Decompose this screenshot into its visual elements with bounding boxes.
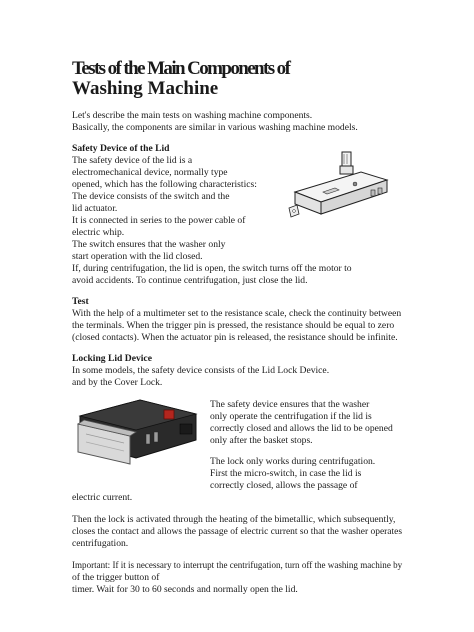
test-line: (closed contacts). When the actuator pin is released, the resistance should be infinite. <box>72 332 398 343</box>
safety-heading: Safety Device of the Lid <box>72 143 170 154</box>
locking-line: In some models, the safety device consists of the Lid Lock Device. <box>72 365 330 376</box>
safety-line: start operation with the lid closed. <box>72 251 203 262</box>
lid-safety-switch-image <box>283 148 393 223</box>
bimetal-line: centrifugation. <box>72 538 129 549</box>
locking-right-line: First the micro-switch, in case the lid is <box>210 468 362 479</box>
locking-line: electric current. <box>72 492 133 503</box>
safety-line: opened, which has the following characteristics: <box>72 179 257 190</box>
important-line: Important: If it is necessary to interrupt the centrifugation, turn off the washing machine by <box>72 560 403 571</box>
page-subtitle: Washing Machine <box>72 78 219 99</box>
locking-right-line: correctly closed and allows the lid to be opened <box>210 423 393 434</box>
test-line: With the help of a multimeter set to the resistance scale, check the continuity between <box>72 308 402 319</box>
locking-right-line: only operate the centrifugation if the lid is <box>210 411 372 422</box>
intro-line: Basically, the components are similar in various washing machine models. <box>72 122 358 133</box>
safety-line: avoid accidents. To continue centrifugation, just close the lid. <box>72 275 308 286</box>
safety-line: electromechanical device, normally type <box>72 167 228 178</box>
safety-line: electric whip. <box>72 227 125 238</box>
bimetal-line: closes the contact and allows the passage of electric current so that the washer operates <box>72 526 403 537</box>
safety-line: The switch ensures that the washer only <box>72 239 226 250</box>
safety-line: If, during centrifugation, the lid is open, the switch turns off the motor to <box>72 263 352 274</box>
bimetal-line: Then the lock is activated through the heating of the bimetallic, which subsequently, <box>72 514 396 525</box>
locking-line: and by the Cover Lock. <box>72 377 163 388</box>
safety-line: It is connected in series to the power cable of <box>72 215 246 226</box>
test-line: the terminals. When the trigger pin is pressed, the resistance should be equal to zero <box>72 320 395 331</box>
test-heading: Test <box>72 296 89 307</box>
locking-heading: Locking Lid Device <box>72 353 152 364</box>
locking-right-line: only after the basket stops. <box>210 435 313 446</box>
safety-line: lid actuator. <box>72 203 118 214</box>
locking-right-line: The safety device ensures that the washer <box>210 399 370 410</box>
lid-lock-device-image <box>76 394 200 466</box>
important-line: timer. Wait for 30 to 60 seconds and normally open the lid. <box>72 584 298 595</box>
page-title: Tests of the Main Components of <box>72 58 290 79</box>
locking-right-line: The lock only works during centrifugation. <box>210 456 376 467</box>
important-line: of the trigger button of <box>72 572 160 583</box>
locking-right-line: correctly closed, allows the passage of <box>210 480 358 491</box>
safety-line: The device consists of the switch and the <box>72 191 230 202</box>
safety-line: The safety device of the lid is a <box>72 155 193 166</box>
intro-line: Let's describe the main tests on washing machine components. <box>72 110 313 121</box>
